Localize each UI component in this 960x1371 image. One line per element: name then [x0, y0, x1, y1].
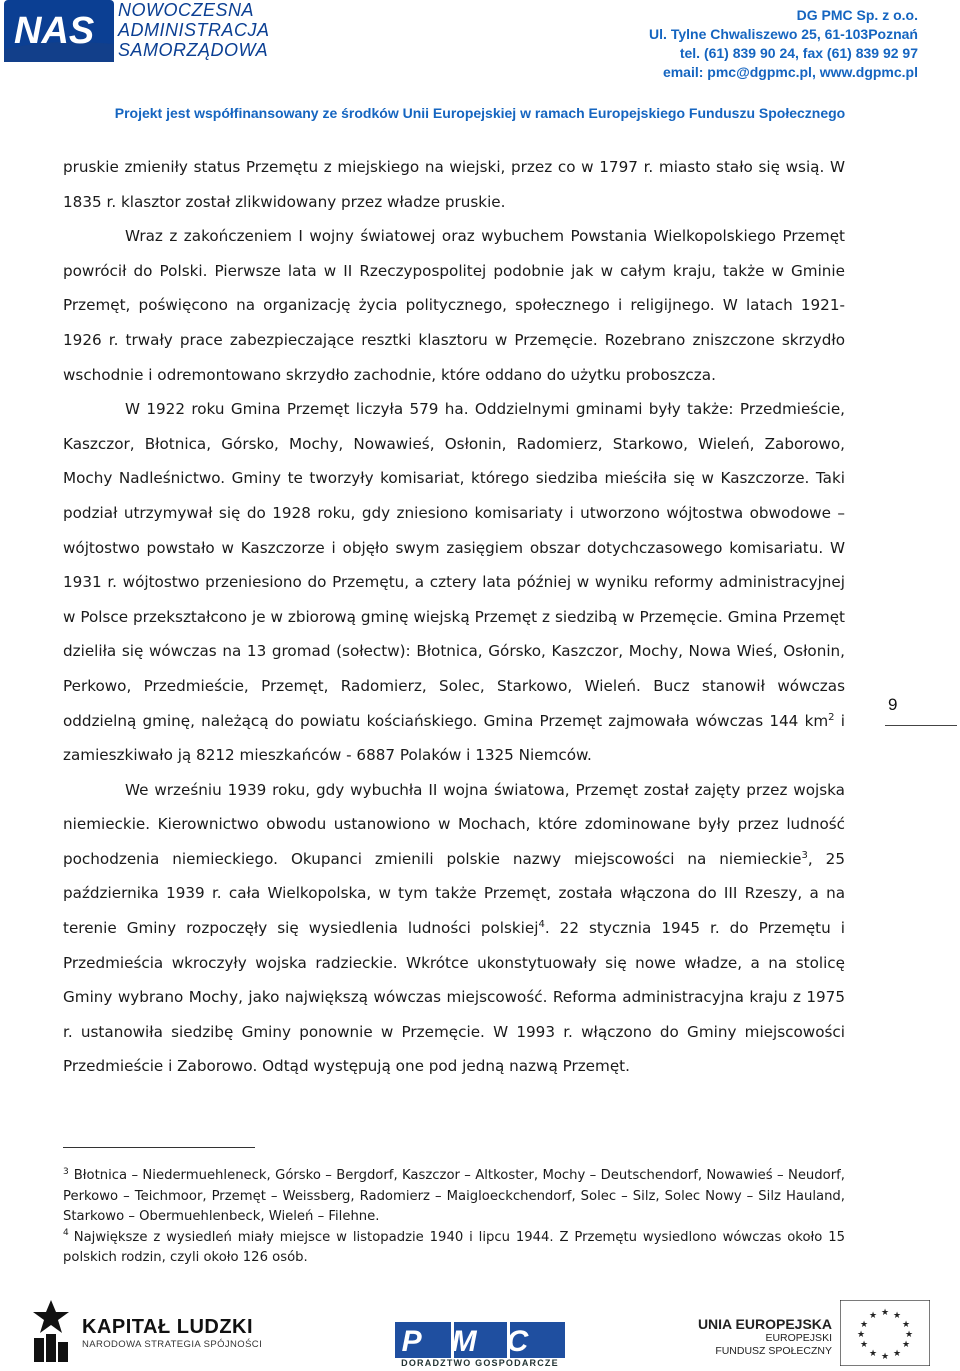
nas-subtitle-line: SAMORZĄDOWA — [118, 40, 269, 60]
pmc-subtitle: DORADZTWO GOSPODARCZE — [401, 1358, 559, 1368]
svg-text:★: ★ — [904, 1330, 914, 1340]
kapital-ludzki-subtitle: NARODOWA STRATEGIA SPÓJNOŚCI — [82, 1339, 263, 1350]
footnote — [63, 1166, 845, 1228]
svg-text:★: ★ — [859, 1340, 869, 1350]
paragraph-text: . 22 stycznia 1945 r. do Przemętu i Przedmieścia wkroczyły wojska radzieckie. Wkrótce ukonstytuowały się nowe władze, a na stolicę Gminy wybrano Mochy, jako największą wówczas miejscowość. Reforma administracyjna kraju z 1975 r. ustanowiła siedzibę Gminy ponownie w Przemęcie. W 1993 r. włączono do Gminy miejscowości Przedmieście i Zaborowo. Odtąd występują one pod jedną nazwą Przemęt. — [63, 919, 845, 1076]
footnote-text: Największe z wysiedleń miały miejsce w listopadzie 1940 i lipcu 1944. Z Przemętu wysiedlono wówczas około 15 polskich rodzin, czyli około 126 osób. — [63, 1229, 845, 1265]
svg-text:★: ★ — [859, 1320, 869, 1330]
project-funding-note: Projekt jest współfinansowany ze środków Unii Europejskiej w ramach Europejskiego Funduszu Społecznego — [114, 105, 846, 121]
company-contact — [649, 6, 918, 82]
footnote — [63, 1228, 845, 1269]
paragraph-text: , 25 października 1939 r. cała Wielkopolska, w tym także Przemęt, została włączona do III Rzeszy, a na terenie Gminy rozpoczęły się wysiedlenia ludności polskiej — [63, 849, 845, 938]
paragraph: pruskie zmieniły status Przemętu z miejskiego na wiejski, przez co w 1797 r. miasto stało się wsią. W 1835 r. klasztor został zlikwidowany przez władze pruskie. — [63, 158, 845, 211]
eu-title: UNIA EUROPEJSKA — [697, 1316, 832, 1332]
document-body — [63, 150, 845, 1084]
kapital-ludzki-logo — [82, 1316, 262, 1350]
footnote-mark: 3 — [63, 1166, 69, 1177]
paragraph-text: We wrześniu 1939 roku, gdy wybuchła II wojna światowa, Przemęt został zajęty przez wojska niemieckie. Kierownictwo obwodu ustanowiono w Mochach, które zdominowane były przez ludność pochodzenia niemieckiego. Okupanci zmienili polskie nazwy miejscowości na niemieckie — [63, 780, 845, 868]
kapital-ludzki-title: KAPITAŁ LUDZKI — [82, 1316, 254, 1338]
footnote-separator — [63, 1147, 255, 1148]
paragraph-text: W 1922 roku Gmina Przemęt liczyła 579 ha. Oddzielnymi gminami były także: Przedmieście, Kaszczor, Błotnica, Górsko, Mochy, Nowawieś, Osłonin, Radomierz, Starkowo, Wieleń, Zaborowo, Mochy Nadleśnictwo. Gminy te tworzyły komisariat, którego siedziba mieściła się w Kaszczorze. Taki podział utrzymywał się do 1928 roku, gdy zniesiono komisariaty i utworzono wójtostwa obwodowe – wójtostwo powstało w Kaszczorze i objęło swym zasięgiem obszar dotychczasowego komisariatu. W 1931 r. wójtostwo przeniesiono do Przemętu, a cztery lata później w wyniku reformy administracyjnej w Polsce przekształcono je w zbiorową gminę wiejską Przemęt z siedzibą w Przemęcie. Gmina Przemęt dzieliła się wówczas na 13 gromad (sołectw): Błotnica, Górsko, Kaszczor, Mochy, Nowa Wieś, Osłonin, Perkowo, Przedmieście, Przemęt, Radomierz, Solec, Starkowo, Wieleń. Bucz stanowił wówczas oddzielną gminę, należącą do powiatu kościańskiego. Gmina Przemęt zajmowała wówczas 144 km — [63, 400, 845, 730]
pmc-logo-text: PMC — [401, 1325, 559, 1358]
nas-subtitle-line: NOWOCZESNA — [118, 0, 255, 20]
footnote-ref[interactable]: 3 — [801, 849, 808, 861]
company-name: DG PMC Sp. z o.o. — [796, 7, 918, 23]
svg-text:★: ★ — [880, 1308, 890, 1318]
paragraph — [63, 392, 845, 773]
eu-subtitle-line: EUROPEJSKI — [765, 1332, 832, 1344]
company-address: Ul. Tylne Chwaliszewo 25, 61-103Poznań — [649, 26, 918, 42]
page-header — [0, 0, 960, 132]
company-email[interactable]: email: pmc@dgpmc.pl, www.dgpmc.pl — [662, 64, 918, 80]
footnote-text: Błotnica – Niedermuehleneck, Górsko – Bergdorf, Kaszczor – Altkoster, Mochy – Deutschendorf, Nowawieś – Neudorf, Perkowo – Teichmoor, Przemęt – Weissberg, Radomierz – Maigloeckchendorf, Solec – Silz, Solec Nowy – Silz Hauland, Starkowo – Obermuehlenbeck, Wieleń – Filehne. — [63, 1168, 845, 1224]
nas-logo — [4, 0, 114, 62]
footnote-mark: 4 — [63, 1228, 69, 1239]
paragraph — [63, 773, 845, 1084]
svg-text:★: ★ — [892, 1311, 902, 1321]
footnote-ref[interactable]: 4 — [538, 919, 545, 930]
eu-fund-logo-text — [692, 1316, 832, 1358]
nas-logo-text: NAS — [14, 10, 95, 52]
eu-subtitle-line: FUNDUSZ SPOŁECZNY — [715, 1345, 832, 1357]
page-number: 9 — [888, 695, 898, 714]
page-number-block — [885, 695, 957, 726]
company-phone: tel. (61) 839 90 24, fax (61) 839 92 97 — [679, 45, 918, 61]
paragraph-text: i zamieszkiwało ją 8212 mieszkańców - 6887 Polaków i 1325 Niemców. — [63, 711, 845, 765]
svg-text:★: ★ — [880, 1352, 890, 1362]
eu-flag-icon — [840, 1300, 930, 1366]
svg-text:★: ★ — [868, 1311, 878, 1321]
footnotes — [63, 1166, 845, 1269]
svg-text:★: ★ — [901, 1320, 911, 1330]
kapital-ludzki-emblem-icon — [30, 1298, 72, 1364]
paragraph: Wraz z zakończeniem I wojny światowej oraz wybuchem Powstania Wielkopolskiego Przemęt powrócił do Polski. Pierwsze lata w II Rzeczypospolitej podobnie jak w całym kraju, także w Gminie Przemęt, poświęcono na organizację życia politycznego, społecznego i religijnego. W latach 1921-1926 r. trwały prace zabezpieczające resztki klasztoru w Przemęcie. Rozebrano zniszczone skrzydło wschodnie i odremontowano skrzydło zachodnie, które oddano do użytku proboszcza. — [63, 227, 845, 384]
svg-text:★: ★ — [901, 1340, 911, 1350]
svg-text:★: ★ — [892, 1349, 902, 1359]
svg-text:★: ★ — [856, 1330, 866, 1340]
nas-subtitle-line: ADMINISTRACJA — [118, 20, 270, 40]
nas-logo-subtitle — [118, 0, 318, 60]
superscript: 2 — [828, 711, 835, 723]
svg-text:★: ★ — [868, 1349, 878, 1359]
page-number-rule — [885, 725, 957, 726]
